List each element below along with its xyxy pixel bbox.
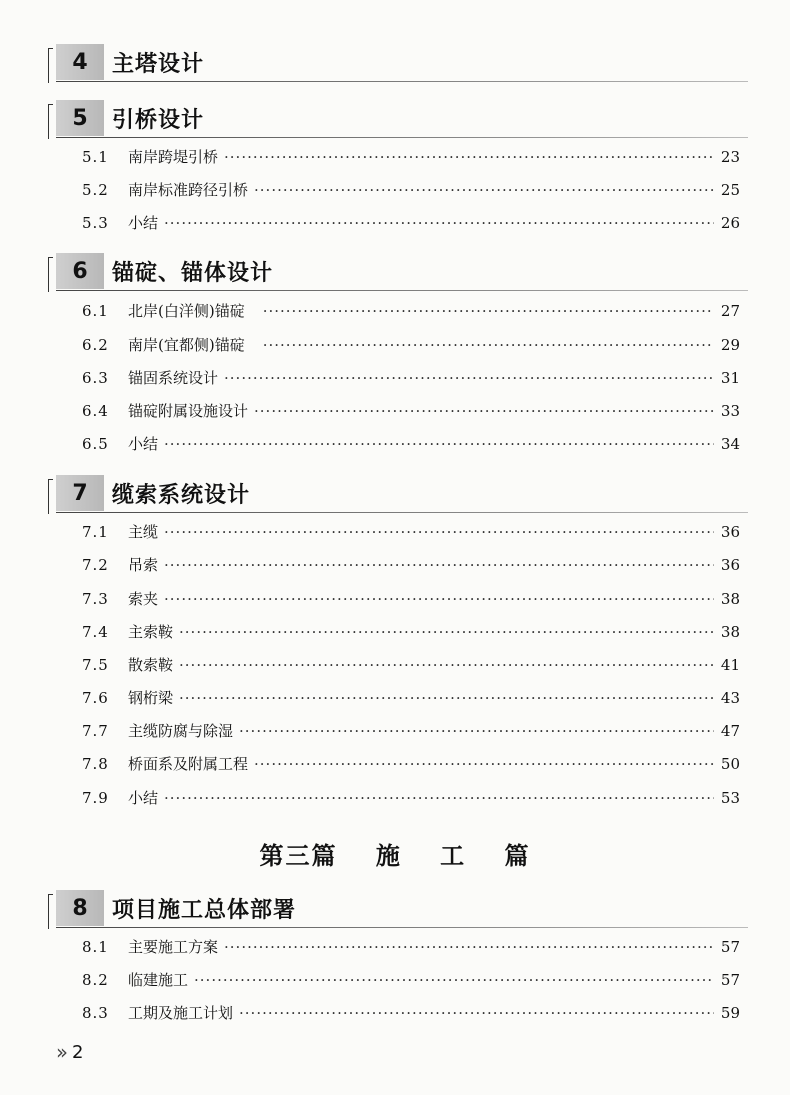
leader-dots — [164, 590, 714, 608]
entry-page: 38 — [720, 590, 740, 608]
entry-page: 26 — [720, 214, 740, 232]
entry-label: 锚固系统设计 — [128, 369, 219, 387]
leader-dots — [164, 435, 714, 453]
entry-number: 5.3 — [82, 214, 109, 232]
toc-entry-5-1[interactable] — [82, 146, 740, 168]
chapter-title: 缆索系统设计 — [112, 483, 251, 508]
entry-label: 南岸(宜都侧)锚碇 — [128, 336, 245, 354]
chapter-title: 主塔设计 — [112, 52, 205, 77]
entry-label: 工期及施工计划 — [128, 1004, 234, 1022]
part-title — [0, 836, 790, 871]
entry-label: 小结 — [128, 214, 159, 232]
entry-page: 57 — [720, 938, 740, 956]
entry-number: 7.1 — [82, 523, 109, 541]
leader-dots — [239, 722, 714, 740]
leader-dots — [194, 971, 714, 989]
toc-entry-8-3[interactable] — [82, 1002, 740, 1024]
leader-dots — [164, 214, 714, 232]
entry-page: 50 — [720, 755, 740, 773]
entry-number: 7.3 — [82, 590, 109, 608]
toc-entry-5-2[interactable] — [82, 179, 740, 201]
entry-page: 47 — [720, 722, 740, 740]
heading-bracket — [48, 257, 53, 292]
entry-label: 小结 — [128, 435, 159, 453]
leader-dots — [239, 1004, 714, 1022]
leader-dots — [224, 369, 714, 387]
entry-label: 锚碇附属设施设计 — [128, 402, 249, 420]
toc-entry-6-1[interactable] — [82, 300, 740, 322]
entry-label: 吊索 — [128, 556, 159, 574]
chapter-heading-6 — [48, 253, 748, 297]
entry-number: 6.5 — [82, 435, 109, 453]
toc-entry-7-7[interactable] — [82, 720, 740, 742]
toc-entry-7-8[interactable] — [82, 753, 740, 775]
heading-rule — [56, 927, 748, 928]
entry-number: 5.1 — [82, 148, 109, 166]
entry-label: 主要施工方案 — [128, 938, 219, 956]
toc-entry-8-2[interactable] — [82, 969, 740, 991]
toc-entry-6-4[interactable] — [82, 400, 740, 422]
entry-page: 34 — [720, 435, 740, 453]
entry-label: 主索鞍 — [128, 623, 174, 641]
entry-label: 主缆 — [128, 523, 159, 541]
entry-page: 36 — [720, 523, 740, 541]
chapter-heading-5 — [48, 100, 748, 144]
leader-dots — [263, 336, 714, 354]
entry-label: 临建施工 — [128, 971, 189, 989]
entry-number: 7.6 — [82, 689, 109, 707]
toc-entry-7-2[interactable] — [82, 554, 740, 576]
entry-label: 钢桁梁 — [128, 689, 174, 707]
toc-entry-7-6[interactable] — [82, 687, 740, 709]
page-footer — [56, 1040, 83, 1064]
part-title-part-c: 工 — [440, 842, 467, 870]
entry-number: 6.4 — [82, 402, 109, 420]
entry-page: 33 — [720, 402, 740, 420]
heading-bracket — [48, 479, 53, 514]
chapter-number: 6 — [56, 253, 104, 289]
heading-bracket — [48, 894, 53, 929]
page-number: 2 — [72, 1041, 84, 1063]
leader-dots — [164, 556, 714, 574]
toc-entry-7-5[interactable] — [82, 654, 740, 676]
entry-number: 8.3 — [82, 1004, 109, 1022]
leader-dots — [179, 656, 714, 674]
double-chevron-icon: ›› — [56, 1040, 64, 1064]
leader-dots — [179, 689, 714, 707]
leader-dots — [254, 181, 714, 199]
heading-rule — [56, 81, 748, 82]
leader-dots — [164, 789, 714, 807]
toc-entry-7-9[interactable] — [82, 787, 740, 809]
entry-page: 38 — [720, 623, 740, 641]
toc-entry-6-3[interactable] — [82, 367, 740, 389]
toc-entry-8-1[interactable] — [82, 936, 740, 958]
leader-dots — [224, 938, 714, 956]
entry-number: 7.7 — [82, 722, 109, 740]
entry-label: 主缆防腐与除湿 — [128, 722, 234, 740]
heading-bracket — [48, 48, 53, 83]
heading-bracket — [48, 104, 53, 139]
toc-entry-7-4[interactable] — [82, 621, 740, 643]
chapter-number: 8 — [56, 890, 104, 926]
chapter-title: 锚碇、锚体设计 — [112, 261, 274, 286]
entry-label: 索夹 — [128, 590, 159, 608]
chapter-number: 7 — [56, 475, 104, 511]
entry-number: 7.9 — [82, 789, 109, 807]
part-title-part-b: 施 — [375, 842, 402, 870]
entry-number: 7.2 — [82, 556, 109, 574]
entry-number: 6.3 — [82, 369, 109, 387]
leader-dots — [179, 623, 714, 641]
entry-label: 北岸(白洋侧)锚碇 — [128, 302, 245, 320]
entry-number: 8.2 — [82, 971, 109, 989]
toc-entry-5-3[interactable] — [82, 212, 740, 234]
entry-label: 小结 — [128, 789, 159, 807]
entry-page: 23 — [720, 148, 740, 166]
entry-page: 57 — [720, 971, 740, 989]
entry-page: 25 — [720, 181, 740, 199]
entry-number: 7.4 — [82, 623, 109, 641]
entry-page: 43 — [720, 689, 740, 707]
entry-page: 41 — [720, 656, 740, 674]
heading-rule — [56, 512, 748, 513]
leader-dots — [254, 402, 714, 420]
heading-rule — [56, 137, 748, 138]
entry-page: 59 — [720, 1004, 740, 1022]
entry-number: 5.2 — [82, 181, 109, 199]
part-title-part-d: 篇 — [504, 842, 531, 870]
leader-dots — [224, 148, 714, 166]
entry-number: 7.8 — [82, 755, 109, 773]
entry-number: 8.1 — [82, 938, 109, 956]
entry-label: 散索鞍 — [128, 656, 174, 674]
entry-page: 31 — [720, 369, 740, 387]
toc-entry-7-1[interactable] — [82, 521, 740, 543]
leader-dots — [254, 755, 714, 773]
entry-number: 6.1 — [82, 302, 109, 320]
leader-dots — [164, 523, 714, 541]
toc-entry-6-2[interactable] — [82, 334, 740, 356]
entry-number: 6.2 — [82, 336, 109, 354]
chapter-number: 5 — [56, 100, 104, 136]
entry-page: 29 — [720, 336, 740, 354]
chapter-heading-4 — [48, 44, 748, 88]
toc-entry-7-3[interactable] — [82, 588, 740, 610]
leader-dots — [263, 302, 714, 320]
entry-number: 7.5 — [82, 656, 109, 674]
toc-entry-6-5[interactable] — [82, 433, 740, 455]
entry-page: 53 — [720, 789, 740, 807]
chapter-title: 引桥设计 — [112, 108, 205, 133]
entry-page: 27 — [720, 302, 740, 320]
chapter-title: 项目施工总体部署 — [112, 898, 297, 923]
entry-label: 桥面系及附属工程 — [128, 755, 249, 773]
entry-label: 南岸跨堤引桥 — [128, 148, 219, 166]
part-title-part-a: 第三篇 — [259, 842, 338, 870]
entry-label: 南岸标准跨径引桥 — [128, 181, 249, 199]
entry-page: 36 — [720, 556, 740, 574]
chapter-heading-8 — [48, 890, 748, 934]
chapter-heading-7 — [48, 475, 748, 519]
chapter-number: 4 — [56, 44, 104, 80]
heading-rule — [56, 290, 748, 291]
